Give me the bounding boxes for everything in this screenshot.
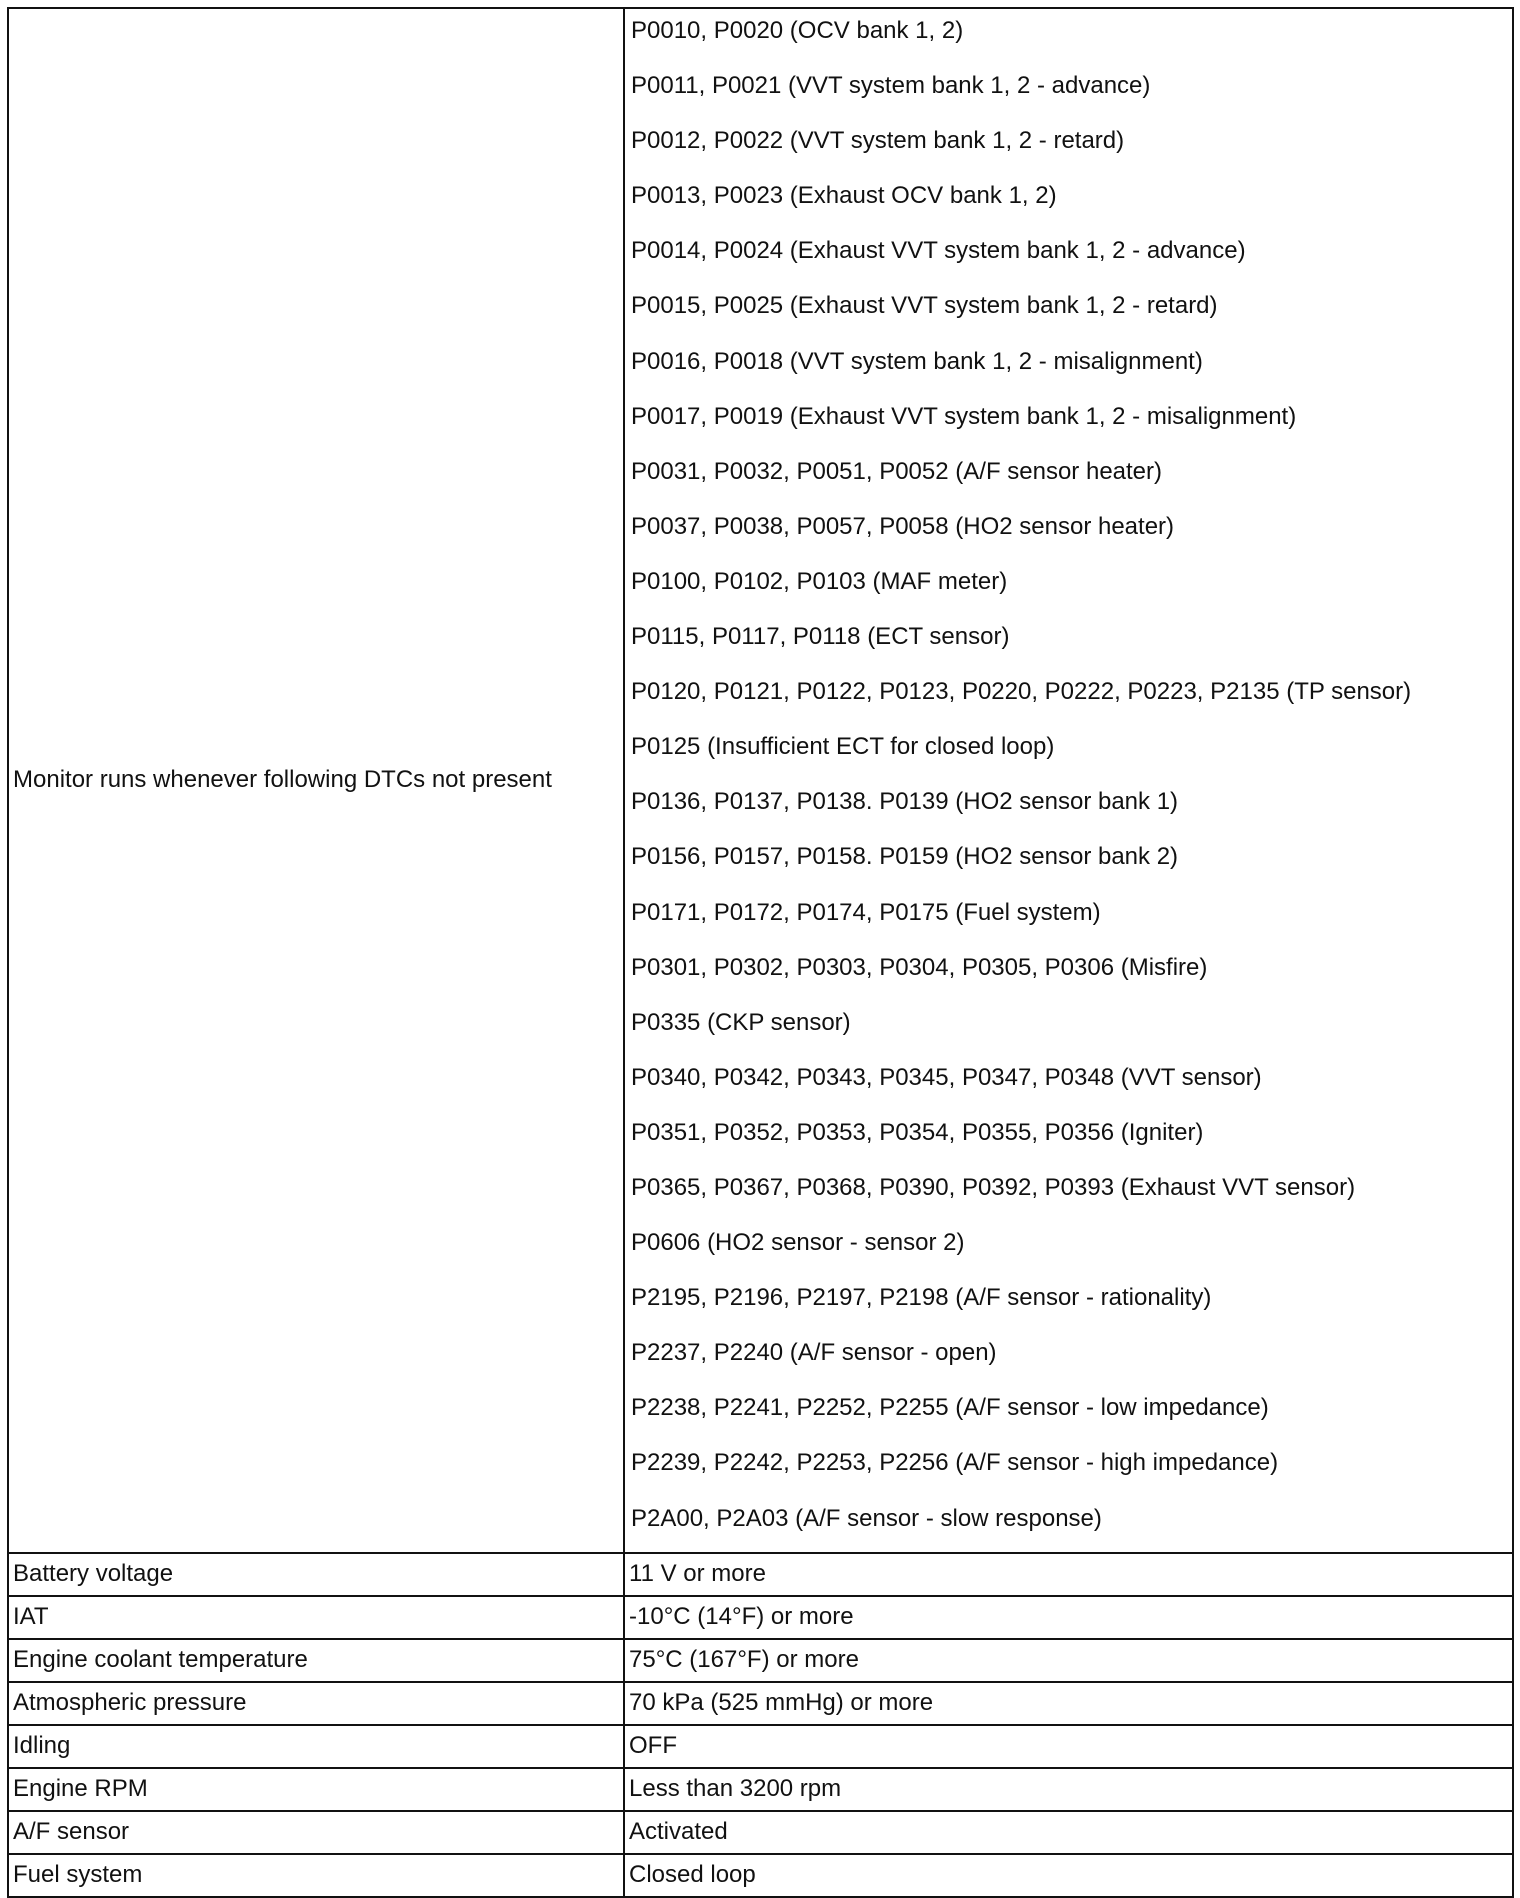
- condition-label: Idling: [8, 1725, 624, 1768]
- dtc-list-item: P0013, P0023 (Exhaust OCV bank 1, 2): [631, 182, 1057, 210]
- table-row: [8, 1682, 1513, 1725]
- dtc-list-item: P2195, P2196, P2197, P2198 (A/F sensor - rationality): [631, 1284, 1212, 1312]
- monitor-conditions-table: [7, 7, 1514, 1898]
- dtc-list-item: P0014, P0024 (Exhaust VVT system bank 1, 2 - advance): [631, 237, 1246, 265]
- table-row: [8, 1854, 1513, 1897]
- condition-value: Less than 3200 rpm: [624, 1768, 1513, 1811]
- condition-value: 75°C (167°F) or more: [624, 1639, 1513, 1682]
- dtc-list-item: P2238, P2241, P2252, P2255 (A/F sensor - low impedance): [631, 1394, 1269, 1422]
- dtc-list-item: P0340, P0342, P0343, P0345, P0347, P0348 (VVT sensor): [631, 1063, 1262, 1091]
- dtc-list-item: P0301, P0302, P0303, P0304, P0305, P0306 (Misfire): [631, 953, 1208, 981]
- dtc-list-cell: [624, 8, 1513, 1553]
- dtc-list-item: P2A00, P2A03 (A/F sensor - slow response): [631, 1504, 1102, 1532]
- dtc-list-item: P0016, P0018 (VVT system bank 1, 2 - misalignment): [631, 347, 1203, 375]
- dtc-conditions-label: Monitor runs whenever following DTCs not present: [8, 8, 624, 1553]
- dtc-list-item: P0012, P0022 (VVT system bank 1, 2 - retard): [631, 127, 1125, 155]
- condition-label: Atmospheric pressure: [8, 1682, 624, 1725]
- condition-label: Battery voltage: [8, 1553, 624, 1596]
- condition-value: 11 V or more: [624, 1553, 1513, 1596]
- dtc-list-item: P0015, P0025 (Exhaust VVT system bank 1, 2 - retard): [631, 292, 1218, 320]
- condition-value: Closed loop: [624, 1854, 1513, 1897]
- dtc-list-item: P0136, P0137, P0138. P0139 (HO2 sensor bank 1): [631, 788, 1179, 816]
- condition-label: Fuel system: [8, 1854, 624, 1897]
- dtc-list-item: P0010, P0020 (OCV bank 1, 2): [631, 17, 964, 44]
- dtc-list-item: P0351, P0352, P0353, P0354, P0355, P0356 (Igniter): [631, 1118, 1204, 1146]
- dtc-list-item: P0171, P0172, P0174, P0175 (Fuel system): [631, 898, 1101, 926]
- table-row: [8, 1639, 1513, 1682]
- dtc-list-item: P0037, P0038, P0057, P0058 (HO2 sensor heater): [631, 512, 1175, 540]
- condition-value: 70 kPa (525 mmHg) or more: [624, 1682, 1513, 1725]
- dtc-list-item: P0100, P0102, P0103 (MAF meter): [631, 567, 1008, 595]
- dtc-list-item: P0365, P0367, P0368, P0390, P0392, P0393 (Exhaust VVT sensor): [631, 1173, 1356, 1201]
- table-row: [8, 1725, 1513, 1768]
- dtc-list-item: P0031, P0032, P0051, P0052 (A/F sensor heater): [631, 457, 1163, 485]
- table-row: [8, 1596, 1513, 1639]
- table-row: [8, 1768, 1513, 1811]
- condition-label: A/F sensor: [8, 1811, 624, 1854]
- dtc-list-item: P0120, P0121, P0122, P0123, P0220, P0222, P0223, P2135 (TP sensor): [631, 678, 1412, 706]
- condition-value: -10°C (14°F) or more: [624, 1596, 1513, 1639]
- condition-label: Engine RPM: [8, 1768, 624, 1811]
- condition-label: Engine coolant temperature: [8, 1639, 624, 1682]
- dtc-list-item: P0011, P0021 (VVT system bank 1, 2 - advance): [631, 72, 1151, 100]
- condition-label: IAT: [8, 1596, 624, 1639]
- dtc-list-item: P0156, P0157, P0158. P0159 (HO2 sensor bank 2): [631, 843, 1179, 871]
- table-row-dtc-conditions: [8, 8, 1513, 1553]
- dtc-list: [631, 9, 1512, 1552]
- dtc-list-item: P0125 (Insufficient ECT for closed loop): [631, 733, 1055, 761]
- dtc-list-item: P0335 (CKP sensor): [631, 1008, 851, 1036]
- dtc-list-item: P2237, P2240 (A/F sensor - open): [631, 1339, 997, 1367]
- dtc-list-item: P0606 (HO2 sensor - sensor 2): [631, 1229, 965, 1257]
- dtc-list-item: P2239, P2242, P2253, P2256 (A/F sensor - high impedance): [631, 1449, 1279, 1477]
- table-row: [8, 1553, 1513, 1596]
- table-row: [8, 1811, 1513, 1854]
- table-body: [8, 8, 1513, 1897]
- condition-value: Activated: [624, 1811, 1513, 1854]
- dtc-list-item: P0017, P0019 (Exhaust VVT system bank 1, 2 - misalignment): [631, 402, 1297, 430]
- condition-value: OFF: [624, 1725, 1513, 1768]
- dtc-list-item: P0115, P0117, P0118 (ECT sensor): [631, 623, 1010, 651]
